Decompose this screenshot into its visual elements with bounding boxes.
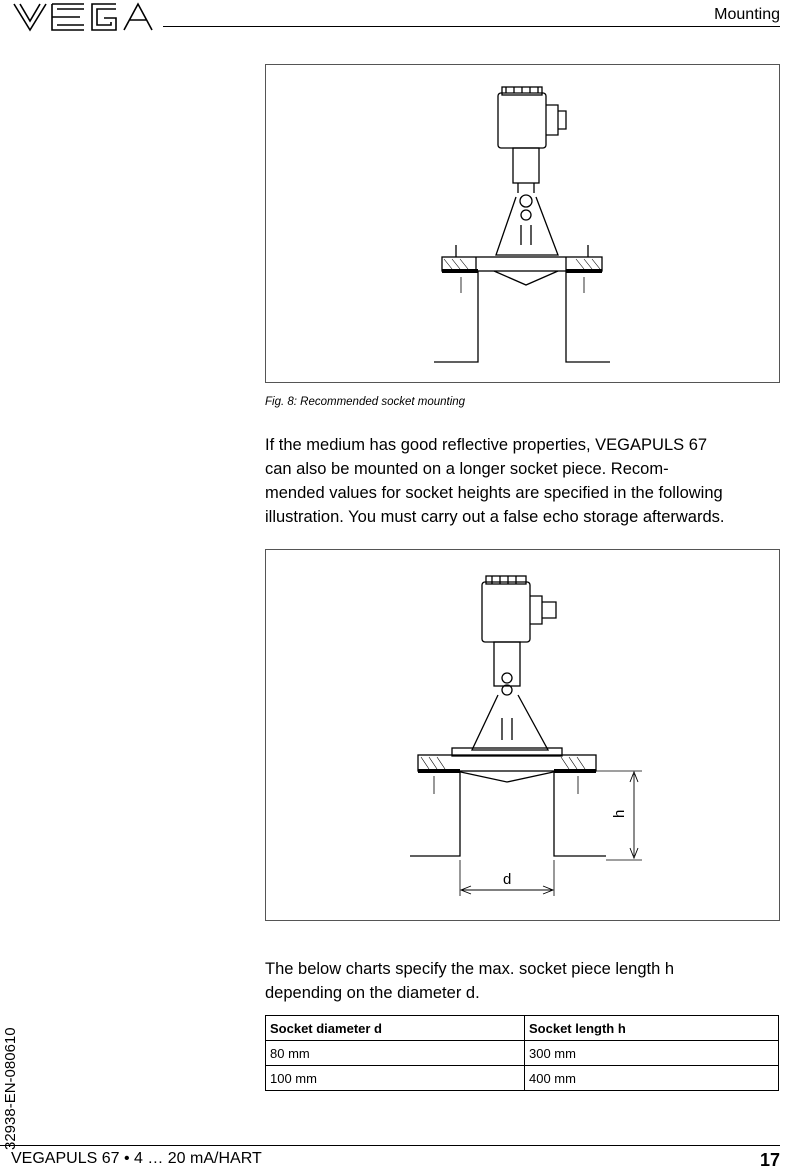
text-line: mended values for socket heights are specified in the following bbox=[265, 484, 723, 502]
socket-mounting-figure bbox=[265, 64, 780, 383]
socket-dimension-figure bbox=[265, 549, 780, 921]
table-row bbox=[266, 1066, 779, 1091]
socket-dimension-table bbox=[265, 1015, 779, 1091]
dimension-h-label: h bbox=[611, 809, 628, 818]
text-line: depending on the diameter d. bbox=[265, 984, 480, 1002]
text-line: illustration. You must carry out a false echo storage afterwards. bbox=[265, 508, 725, 526]
body-paragraph bbox=[265, 957, 785, 1005]
table-cell: 100 mm bbox=[266, 1066, 525, 1091]
figure-caption: Fig. 8: Recommended socket mounting bbox=[265, 396, 466, 408]
table-header-cell: Socket length h bbox=[525, 1016, 779, 1041]
page-number: 17 bbox=[759, 1150, 780, 1170]
sensor-dimension-drawing bbox=[266, 550, 779, 920]
table-row bbox=[266, 1041, 779, 1066]
footer-rule bbox=[0, 1145, 780, 1146]
table-cell: 400 mm bbox=[525, 1066, 779, 1091]
table-cell: 80 mm bbox=[266, 1041, 525, 1066]
text-line: can also be mounted on a longer socket piece. Recom- bbox=[265, 460, 669, 478]
vega-logo bbox=[0, 0, 160, 34]
table-header-cell: Socket diameter d bbox=[266, 1016, 525, 1041]
sensor-drawing bbox=[266, 65, 779, 382]
section-title: Mounting bbox=[714, 6, 780, 23]
table-header-row bbox=[266, 1016, 779, 1041]
text-line: The below charts specify the max. socket piece length h bbox=[265, 960, 675, 978]
table-cell: 300 mm bbox=[525, 1041, 779, 1066]
footer-product: VEGAPULS 67 • 4 … 20 mA/HART bbox=[11, 1150, 262, 1167]
document-number: 32938-EN-080610 bbox=[2, 1027, 19, 1150]
header-rule bbox=[163, 26, 780, 27]
text-line: If the medium has good reflective properties, VEGAPULS 67 bbox=[265, 436, 708, 454]
body-paragraph bbox=[265, 433, 785, 529]
dimension-d-label: d bbox=[503, 871, 512, 888]
